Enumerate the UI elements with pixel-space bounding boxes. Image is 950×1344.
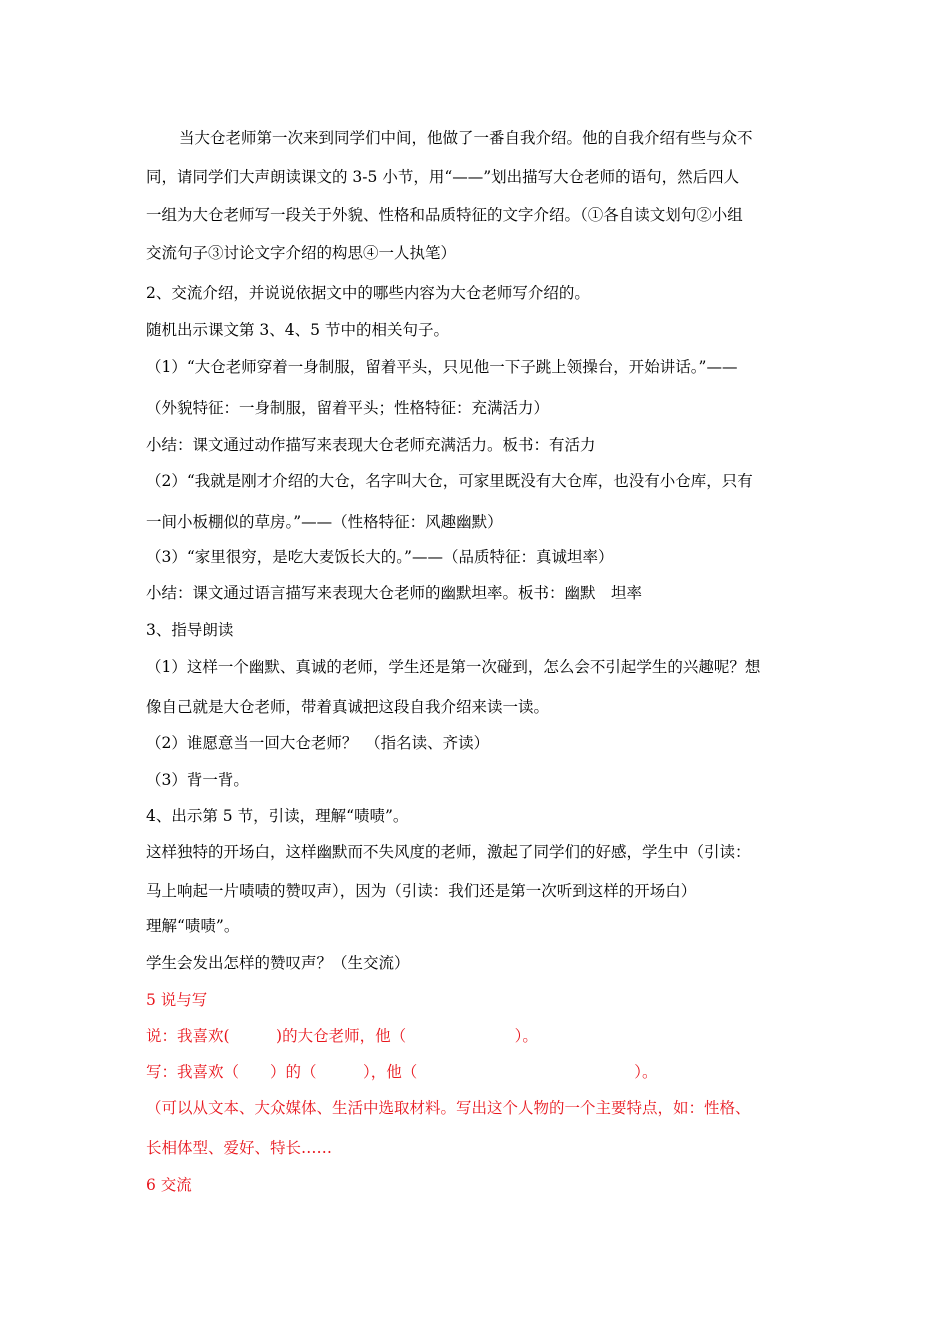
write-prompt: 写：我喜欢（ ）的（ ），他（ ）。 bbox=[146, 1063, 658, 1081]
quote-3: （3）“家里很穷，是吃大麦饭长大的。”——（品质特征：真诚坦率） bbox=[146, 548, 614, 566]
quote-1-line-2: （外貌特征：一身制服，留着平头；性格特征：充满活力） bbox=[146, 399, 550, 417]
paragraph-intro-line-3: 一组为大仓老师写一段关于外貌、性格和品质特征的文字介绍。（①各自读文划句②小组 bbox=[146, 206, 743, 224]
guided-reading-line-1: 这样独特的开场白，这样幽默而不失风度的老师，激起了同学们的好感，学生中（引读： bbox=[146, 843, 751, 861]
section-2-heading: 2、交流介绍，并说说依据文中的哪些内容为大仓老师写介绍的。 bbox=[146, 284, 590, 302]
quote-1-line-1: （1）“大仓老师穿着一身制服，留着平头，只见他一下子跳上领操台，开始讲话。”—— bbox=[146, 358, 738, 376]
guided-reading-line-2: 马上响起一片啧啧的赞叹声），因为（引读：我们还是第一次听到这样的开场白） bbox=[146, 882, 697, 900]
section-5-heading: 5 说与写 bbox=[146, 991, 208, 1009]
speak-prompt: 说：我喜欢( )的大仓老师，他（ ）。 bbox=[146, 1027, 538, 1045]
reading-3: （3）背一背。 bbox=[146, 771, 249, 789]
section-3-heading: 3、指导朗读 bbox=[146, 621, 234, 639]
summary-2: 小结：课文通过语言描写来表现大仓老师的幽默坦率。板书：幽默 坦率 bbox=[146, 584, 643, 602]
quote-2-line-2: 一间小板棚似的草房。”——（性格特征：风趣幽默） bbox=[146, 513, 503, 531]
paragraph-intro-line-4: 交流句子③讨论文字介绍的构思④一人执笔） bbox=[146, 244, 457, 262]
text-line: 随机出示课文第 3、4、5 节中的相关句子。 bbox=[146, 321, 449, 339]
writing-hint-line-2: 长相体型、爱好、特长…… bbox=[146, 1139, 333, 1157]
quote-2-line-1: （2）“我就是刚才介绍的大仓，名字叫大仓，可家里既没有大仓库，也没有小仓库，只有 bbox=[146, 472, 753, 490]
summary-1: 小结：课文通过动作描写来表现大仓老师充满活力。板书：有活力 bbox=[146, 436, 596, 454]
section-6-heading: 6 交流 bbox=[146, 1176, 192, 1194]
text-line: 理解“啧啧”。 bbox=[146, 917, 240, 935]
paragraph-intro-line-1: 当大仓老师第一次来到同学们中间，他做了一番自我介绍。他的自我介绍有些与众不 bbox=[179, 129, 753, 147]
section-4-heading: 4、出示第 5 节，引读，理解“啧啧”。 bbox=[146, 807, 409, 825]
writing-hint-line-1: （可以从文本、大众媒体、生活中选取材料。写出这个人物的一个主要特点，如：性格、 bbox=[146, 1099, 751, 1117]
reading-1-line-2: 像自己就是大仓老师，带着真诚把这段自我介绍来读一读。 bbox=[146, 698, 550, 716]
text-line: 学生会发出怎样的赞叹声？（生交流） bbox=[146, 954, 410, 972]
paragraph-intro-line-2: 同，请同学们大声朗读课文的 3-5 小节，用“——”划出描写大仓老师的语句，然后四人 bbox=[146, 168, 740, 186]
reading-2: （2）谁愿意当一回大仓老师？ （指名读、齐读） bbox=[146, 734, 490, 752]
reading-1-line-1: （1）这样一个幽默、真诚的老师，学生还是第一次碰到，怎么会不引起学生的兴趣呢？想 bbox=[146, 658, 761, 676]
